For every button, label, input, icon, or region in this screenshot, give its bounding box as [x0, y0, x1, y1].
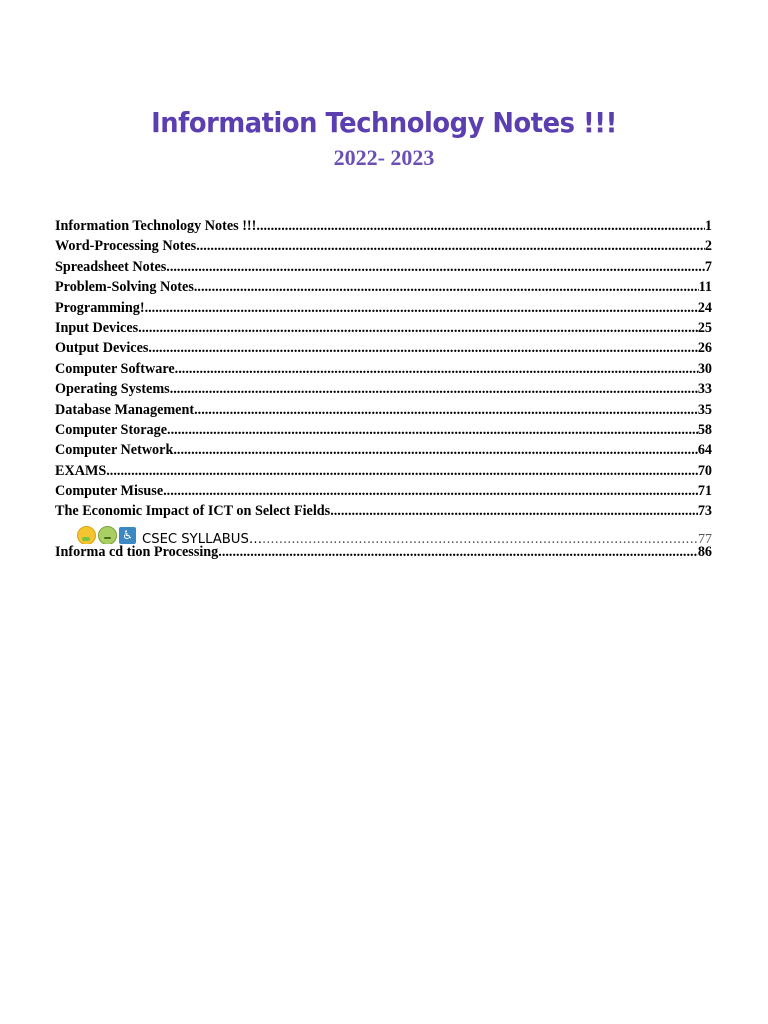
toc-entry[interactable] — [55, 442, 712, 462]
table-of-contents — [55, 218, 712, 565]
toc-entry[interactable] — [55, 422, 712, 442]
toc-leader — [256, 218, 705, 235]
toc-page-number: 24 — [697, 299, 712, 316]
toc-leader — [106, 463, 698, 480]
toc-page-number: 86 — [697, 544, 712, 561]
toc-entry[interactable] — [55, 503, 712, 523]
toc-entry[interactable] — [55, 544, 712, 564]
toc-leader — [173, 442, 697, 459]
toc-entry-title: Problem-Solving Notes — [55, 279, 194, 296]
toc-page-number: 73 — [697, 503, 712, 520]
toc-leader — [163, 483, 698, 500]
toc-page-number: 1 — [704, 218, 712, 234]
toc-entry[interactable] — [55, 300, 712, 320]
nauseated-face-icon — [98, 526, 117, 544]
toc-leader — [194, 279, 699, 296]
toc-entry-title: Computer Storage — [55, 421, 168, 438]
toc-entry-title: EXAMS — [55, 462, 107, 479]
toc-leader — [148, 340, 697, 357]
toc-entry[interactable] — [55, 320, 712, 340]
toc-leader — [138, 320, 698, 337]
toc-leader — [196, 238, 705, 255]
toc-entry-title: Computer Network — [55, 442, 174, 459]
toc-entry[interactable] — [55, 238, 712, 258]
toc-page-number: 33 — [697, 381, 712, 398]
toc-page-number: 25 — [697, 319, 712, 336]
toc-leader — [262, 532, 698, 544]
toc-entry-title: The Economic Impact of ICT on Select Fields — [55, 503, 331, 520]
toc-page-number: 11 — [698, 279, 712, 296]
emoji-group — [77, 524, 138, 543]
toc-entry[interactable] — [55, 259, 712, 279]
toc-entry-title: Database Management — [55, 401, 195, 418]
toc-entry[interactable] — [55, 340, 712, 360]
toc-leader — [167, 422, 698, 439]
toc-entry-title: Output Devices — [55, 340, 149, 357]
toc-entry[interactable] — [55, 483, 712, 503]
document-subtitle: 2022- 2023 — [333, 145, 435, 170]
toc-entry-title: Information Technology Notes !!! — [55, 218, 257, 234]
toc-leader — [218, 544, 698, 561]
toc-entry-title: Programming! — [55, 299, 145, 316]
toc-leader — [175, 361, 698, 378]
toc-page-number: 7 — [704, 258, 712, 275]
toc-page-number: 64 — [697, 442, 712, 459]
toc-page-number: 26 — [697, 340, 712, 357]
toc-entry[interactable] — [55, 402, 712, 422]
document-title: Information Technology Notes !!! — [151, 106, 617, 139]
toc-leader — [194, 402, 698, 419]
toc-leader — [166, 259, 705, 276]
litter-bin-icon: ♿ — [119, 527, 136, 544]
toc-leader — [145, 300, 698, 317]
toc-entry[interactable] — [55, 279, 712, 299]
toc-entry-title: Operating Systems — [55, 381, 170, 398]
toc-entry-title: CSEC SYLLABUS… — [142, 531, 263, 545]
toc-leader — [170, 381, 698, 398]
toc-entry-title: Computer Software — [55, 360, 175, 377]
toc-entry-syllabus[interactable] — [55, 524, 712, 544]
toc-entry[interactable] — [55, 381, 712, 401]
toc-page-number: 70 — [697, 462, 712, 479]
toc-entry[interactable] — [55, 218, 712, 238]
toc-entry-title: Computer Misuse — [55, 483, 164, 500]
toc-leader — [330, 503, 698, 520]
toc-entry-title: Spreadsheet Notes — [55, 258, 167, 275]
toc-page-number: 77 — [698, 531, 712, 545]
toc-entry[interactable] — [55, 463, 712, 483]
toc-page-number: 58 — [697, 421, 712, 438]
toc-entry-title: Word-Processing Notes — [55, 238, 197, 255]
toc-entry[interactable] — [55, 361, 712, 381]
toc-page-number: 35 — [697, 401, 712, 418]
sick-face-icon — [77, 526, 96, 544]
toc-entry-title: Informa cd tion Processing — [55, 544, 219, 561]
toc-page-number: 30 — [697, 360, 712, 377]
toc-page-number: 2 — [704, 238, 712, 255]
toc-page-number: 71 — [697, 483, 712, 500]
toc-entry-title: Input Devices — [55, 319, 139, 336]
